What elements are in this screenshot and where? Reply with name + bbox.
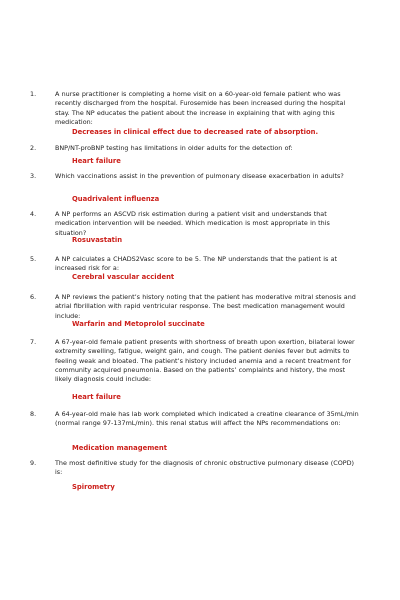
question-text: A NP performs an ASCVD risk estimation during a patient visit and understands that medication intervention will be needed. Which medication is most appropriate in this situation? xyxy=(55,210,330,237)
question-text: Which vaccinations assist in the prevention of pulmonary disease exacerbation in adults? xyxy=(55,172,344,180)
question-text: The most definitive study for the diagnosis of chronic obstructive pulmonary disease (COPD) is: xyxy=(55,459,355,477)
question-number: 9. xyxy=(30,459,37,467)
question-number: 6. xyxy=(30,293,37,301)
question-number: 5. xyxy=(30,255,37,263)
question-text: A nurse practitioner is completing a home visit on a 60-year-old female patient who was recently discharged from the hospital. Furosemide has been increased during the hospital stay. The NP educates the patient about the increase in explaining that with aging this medication: xyxy=(55,90,346,126)
question-text: BNP/NT-proBNP testing has limitations in older adults for the detection of: xyxy=(55,144,293,152)
question-number: 8. xyxy=(30,410,37,418)
answer-text: Warfarin and Metoprolol succinate xyxy=(72,320,205,328)
answer-text: Heart failure xyxy=(72,393,121,401)
answer-text: Quadrivalent influenza xyxy=(72,195,160,203)
question-text: A NP reviews the patient’s history noting that the patient has moderative mitral stenosis and atrial fibrillation with rapid ventricular response. The best medication management would include: xyxy=(55,293,356,320)
answer-text: Decreases in clinical effect due to decreased rate of absorption. xyxy=(72,128,319,136)
question-text: A 64-year-old male has lab work completed which indicated a creatine clearance of 35mL/min (normal range 97-137mL/min). this renal status will affect the NPs recommendations on: xyxy=(55,410,359,428)
question-number: 3. xyxy=(30,172,37,180)
question-number: 2. xyxy=(30,144,37,152)
answer-text: Heart failure xyxy=(72,157,121,165)
question-text: A NP calculates a CHADS2Vasc score to be 5. The NP understands that the patient is at increased risk for a: xyxy=(55,255,337,273)
answer-text: Cerebral vascular accident xyxy=(72,273,175,281)
question-number: 7. xyxy=(30,338,37,346)
answer-text: Medication management xyxy=(72,444,167,452)
question-number: 4. xyxy=(30,210,37,218)
answer-text: Rosuvastatin xyxy=(72,236,123,244)
answer-text: Spirometry xyxy=(72,483,115,491)
question-text: A 67-year-old female patient presents with shortness of breath upon exertion, bilateral lower extremity swelling, fatigue, weight gain, and cough. The patient denies fever but admits to feeling weak and bloated. The patient’s history included anemia and a recent treatment for community acquired pneumonia. Based on the patients’ complaints and history, the most likely diagnosis could include: xyxy=(55,338,355,384)
question-number: 1. xyxy=(30,90,37,98)
